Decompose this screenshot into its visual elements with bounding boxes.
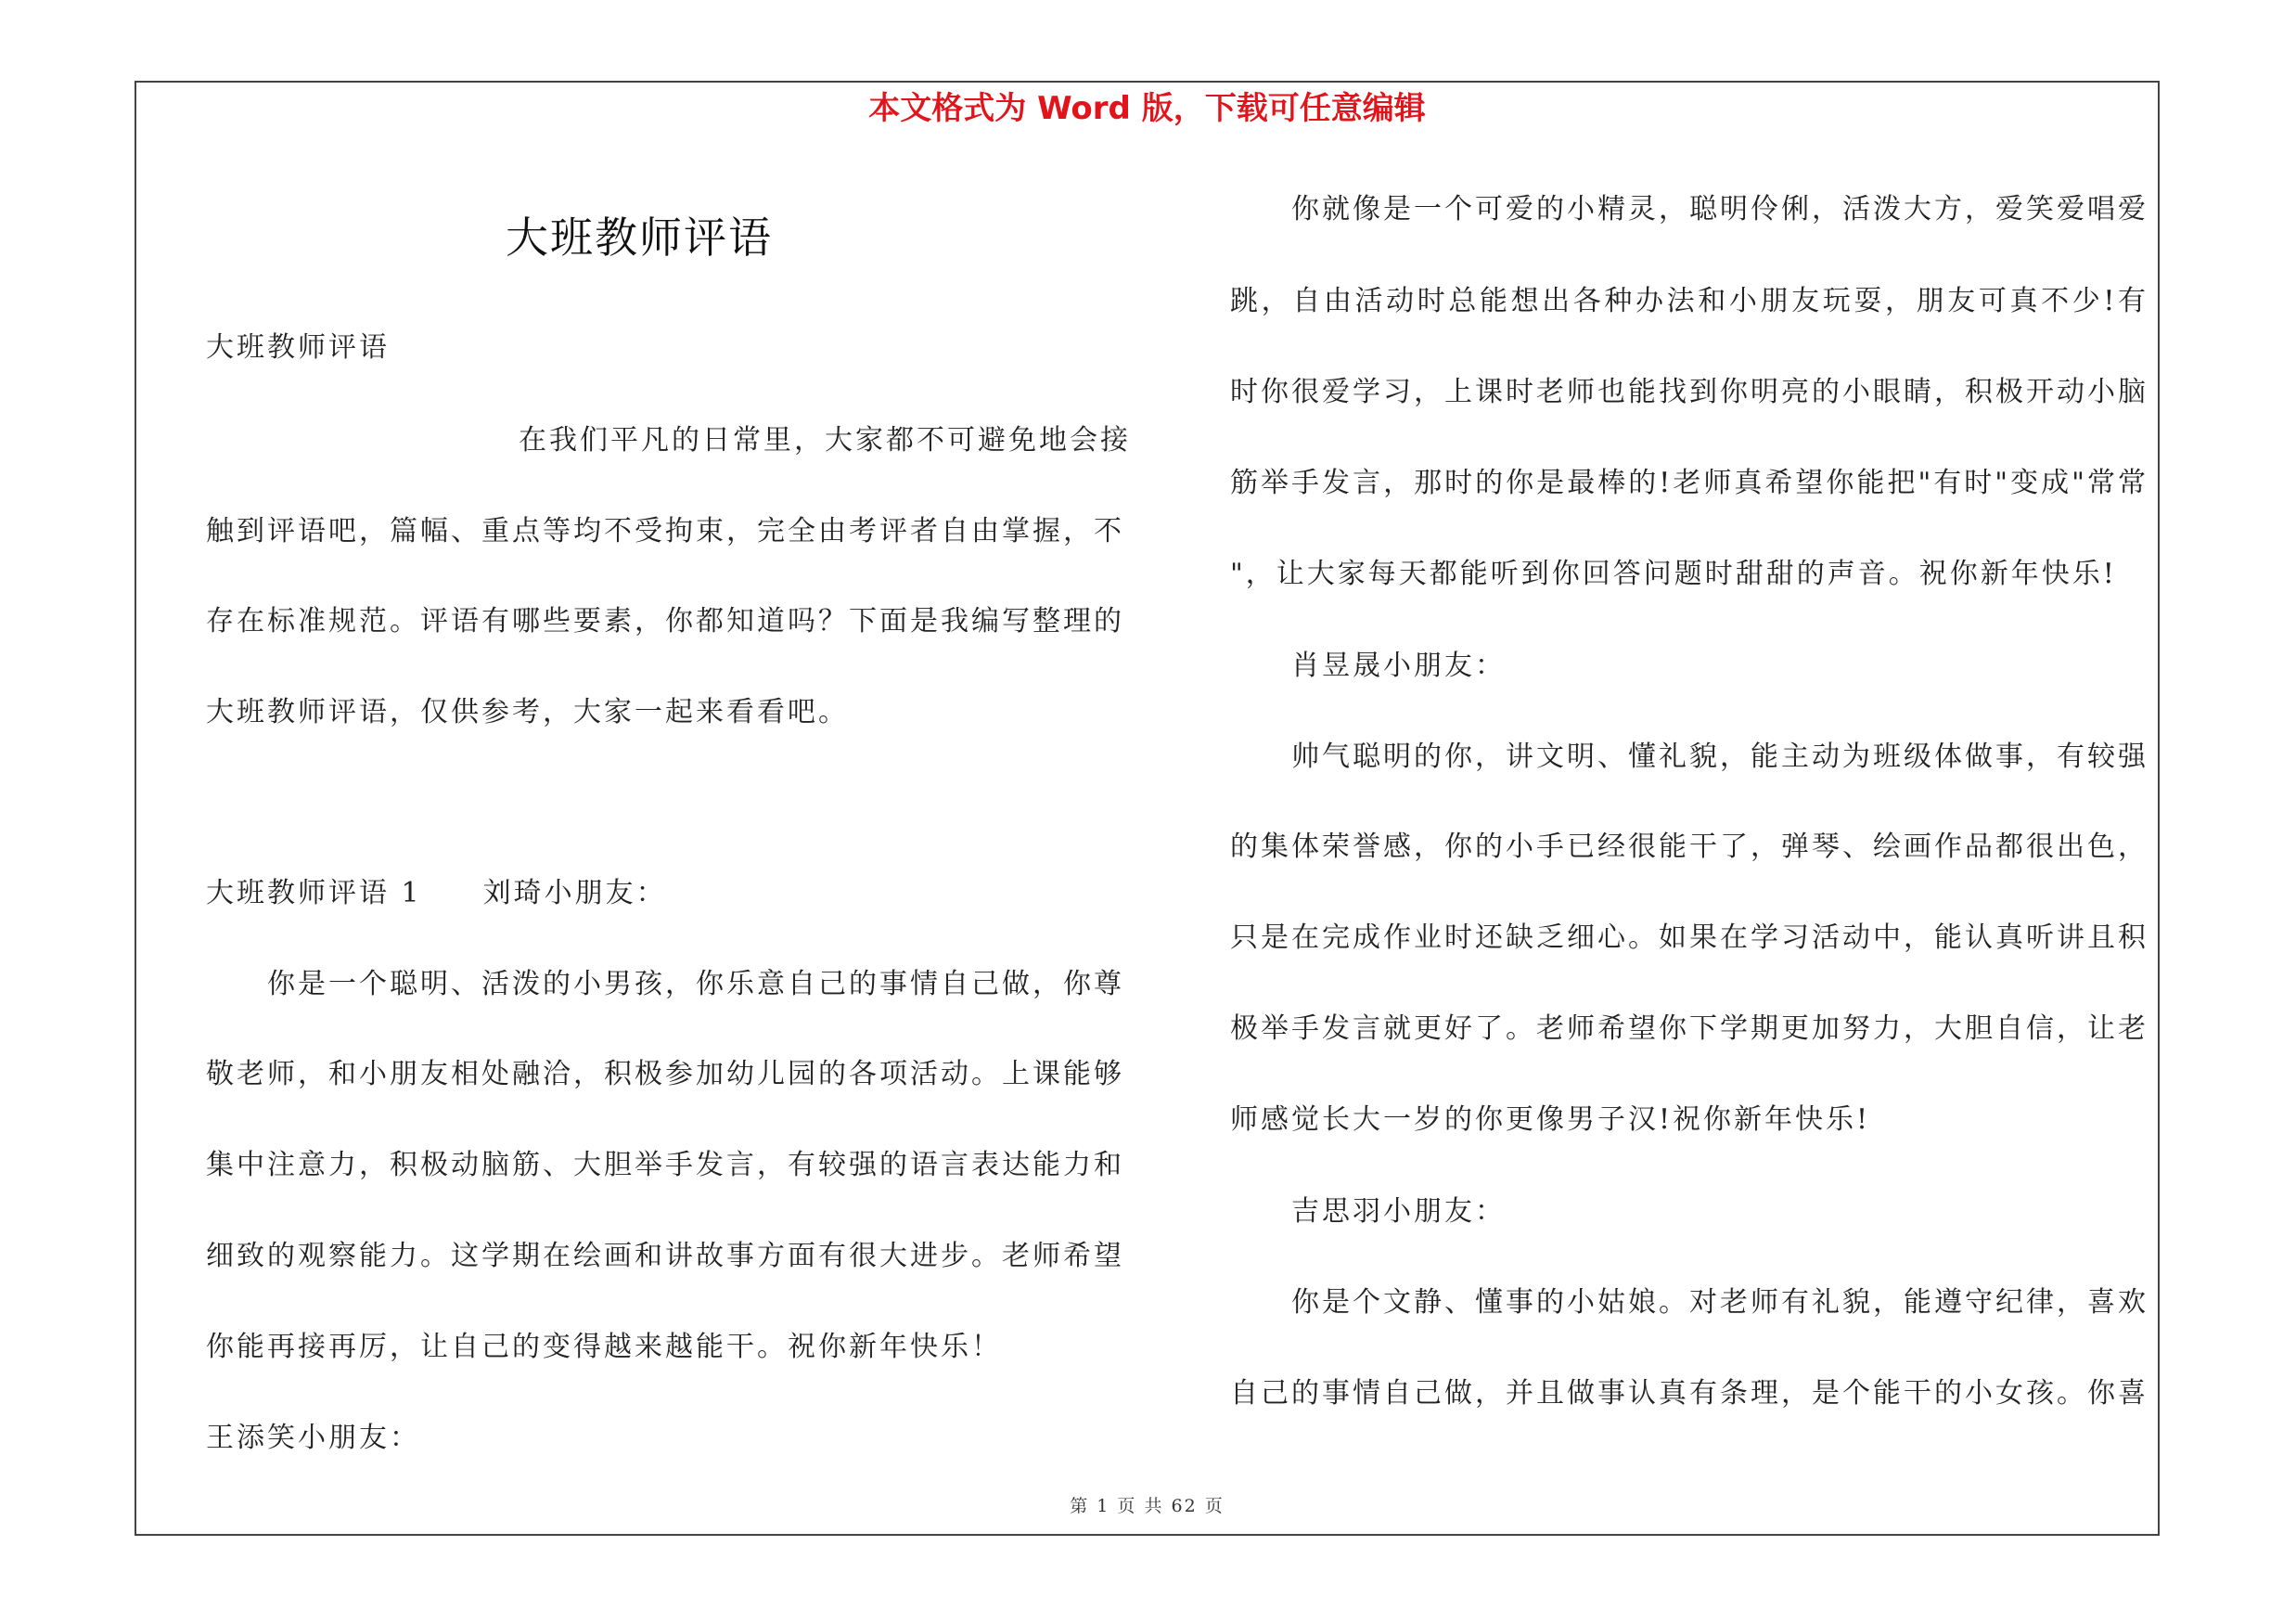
paragraph-line: 自己的事情自己做，并且做事认真有条理，是个能干的小女孩。你喜 bbox=[1230, 1377, 2148, 1410]
page-number-footer: 第 1 页 共 62 页 bbox=[1070, 1496, 1225, 1516]
child-name-heading: 肖昱晟小朋友： bbox=[1291, 650, 1506, 682]
paragraph-line: 跳，自由活动时总能想出各种办法和小朋友玩耍，朋友可真不少!有 bbox=[1230, 285, 2148, 317]
paragraph-line: "，让大家每天都能听到你回答问题时甜甜的声音。祝你新年快乐! bbox=[1230, 558, 2117, 590]
paragraph-line: 筋举手发言，那时的你是最棒的!老师真希望你能把"有时"变成"常常 bbox=[1230, 467, 2148, 499]
paragraph-line: 触到评语吧，篇幅、重点等均不受拘束，完全由考评者自由掌握，不 bbox=[206, 515, 1124, 547]
paragraph-line: 的集体荣誉感，你的小手已经很能干了，弹琴、绘画作品都很出色， bbox=[1230, 831, 2148, 863]
paragraph-line: 极举手发言就更好了。老师希望你下学期更加努力，大胆自信，让老 bbox=[1230, 1012, 2148, 1045]
paragraph-line: 师感觉长大一岁的你更像男子汉!祝你新年快乐! bbox=[1230, 1103, 1871, 1136]
paragraph-line: 集中注意力，积极动脑筋、大胆举手发言，有较强的语言表达能力和 bbox=[206, 1149, 1124, 1181]
child-name-heading: 吉思羽小朋友： bbox=[1291, 1195, 1506, 1228]
paragraph-line: 敬老师，和小朋友相处融洽，积极参加幼儿园的各项活动。上课能够 bbox=[206, 1058, 1124, 1090]
paragraph-line: 只是在完成作业时还缺乏细心。如果在学习活动中，能认真听讲且积 bbox=[1230, 921, 2148, 954]
paragraph-line: 存在标准规范。评语有哪些要素，你都知道吗？下面是我编写整理的 bbox=[206, 605, 1124, 638]
section-heading: 大班教师评语 1 刘琦小朋友： bbox=[206, 877, 667, 909]
paragraph-line: 你能再接再厉，让自己的变得越来越能干。祝你新年快乐！ bbox=[206, 1331, 1002, 1363]
paragraph-line: 大班教师评语，仅供参考，大家一起来看看吧。 bbox=[206, 696, 849, 728]
paragraph-line: 你是一个聪明、活泼的小男孩，你乐意自己的事情自己做，你尊 bbox=[267, 968, 1124, 1000]
paragraph-line: 你是个文静、懂事的小姑娘。对老师有礼貌，能遵守纪律，喜欢 bbox=[1291, 1286, 2148, 1319]
paragraph-line: 在我们平凡的日常里，大家都不可避免地会接 bbox=[519, 424, 1131, 457]
paragraph-line: 时你很爱学习，上课时老师也能找到你明亮的小眼睛，积极开动小脑 bbox=[1230, 376, 2148, 408]
subtitle-line: 大班教师评语 bbox=[206, 331, 390, 364]
document-title: 大班教师评语 bbox=[506, 213, 773, 263]
word-format-banner: 本文格式为 Word 版，下载可任意编辑 bbox=[868, 90, 1426, 127]
child-name-heading: 王添笑小朋友： bbox=[206, 1422, 420, 1454]
paragraph-line: 帅气聪明的你，讲文明、懂礼貌，能主动为班级体做事，有较强 bbox=[1291, 741, 2148, 773]
paragraph-line: 你就像是一个可爱的小精灵，聪明伶俐，活泼大方，爱笑爱唱爱 bbox=[1291, 193, 2148, 225]
paragraph-line: 细致的观察能力。这学期在绘画和讲故事方面有很大进步。老师希望 bbox=[206, 1240, 1124, 1272]
